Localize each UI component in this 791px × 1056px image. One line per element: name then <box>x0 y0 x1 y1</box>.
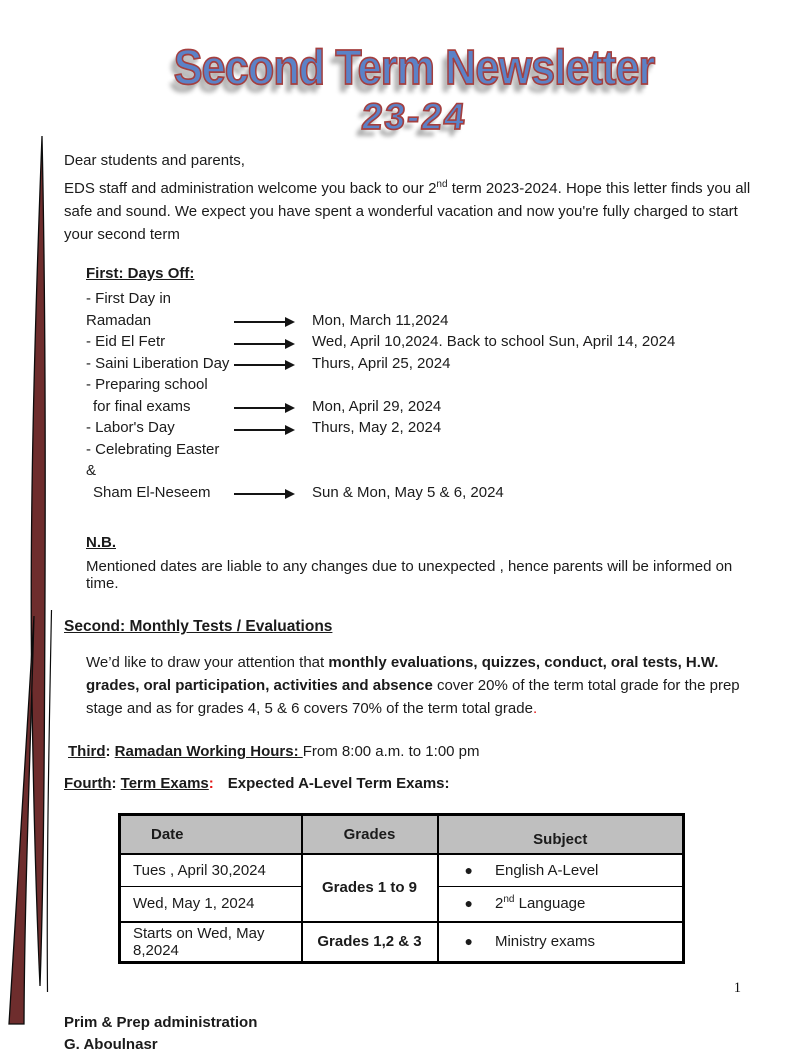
page-number: 1 <box>733 980 741 996</box>
item-date: Sun & Mon, May 5 & 6, 2024 <box>312 483 504 501</box>
document-content <box>64 0 764 1056</box>
nb-text: Mentioned dates are liable to any changes due to unexpected , hence parents will be informed on time. <box>86 558 733 592</box>
cell-date: Starts on Wed, May 8,2024 <box>120 922 302 963</box>
signature-line-1: Prim & Prep administration <box>64 1014 258 1031</box>
exams-table <box>118 813 685 964</box>
item-label: - Preparing school for final exams <box>86 376 208 415</box>
item-date: Mon, March 11,2024 <box>312 311 449 329</box>
days-off-list <box>86 288 764 503</box>
item-label: - Eid El Fetr <box>86 333 166 350</box>
item-label: - First Day in Ramadan <box>86 290 172 329</box>
item-date: Wed, April 10,2024. Back to school Sun, April 14, 2024 <box>312 333 676 350</box>
item-date: Mon, April 29, 2024 <box>312 397 442 415</box>
cell-subject: ● Ministry exams <box>438 922 684 963</box>
item-label: - Saini Liberation Day <box>86 354 230 372</box>
greeting-text: Dear students and parents, <box>64 152 245 169</box>
list-item-labors-day <box>86 417 764 439</box>
nb-note <box>86 534 764 592</box>
nb-heading: N.B. <box>86 534 116 551</box>
red-colon: : <box>208 775 214 792</box>
table-header-row <box>120 815 684 854</box>
signature-block <box>64 1012 764 1056</box>
ordinal-superscript: nd <box>436 179 448 190</box>
page-title: Second Term Newsletter <box>173 41 655 95</box>
cell-subject: ● 2nd Language <box>438 887 684 922</box>
item-label: - Labor's Day <box>86 419 175 436</box>
list-item-ramadan <box>86 288 764 331</box>
arrow-right-icon <box>234 429 286 431</box>
list-item-easter-sham-el-neseem <box>86 439 764 504</box>
column-header-date: Date <box>120 815 302 854</box>
cell-grades-merged: Grades 1 to 9 <box>302 854 438 922</box>
cell-date: Wed, May 1, 2024 <box>120 887 302 922</box>
monthly-tests-paragraph: We’d like to draw your attention that monthly evaluations, quizzes, conduct, oral tests, H.W. grades, oral participation, activities and absence cover 20% of the term total grade for the prep stage and as for grades 4, 5 & 6 covers 70% of the term total grade. <box>86 654 740 717</box>
list-item-saini-liberation-day <box>86 353 764 375</box>
arrow-right-icon <box>234 364 286 366</box>
arrow-right-icon <box>234 407 286 409</box>
table-row <box>120 922 684 963</box>
table-row <box>120 854 684 887</box>
item-label: - Celebrating Easter & Sham El-Neseem <box>86 440 220 501</box>
arrow-right-icon <box>234 493 286 495</box>
days-off-section <box>86 265 764 503</box>
days-off-heading: First: Days Off: <box>86 265 195 282</box>
signature-line-2: G. Aboulnasr <box>64 1036 158 1053</box>
item-date: Thurs, April 25, 2024 <box>312 354 451 372</box>
list-item-final-exams-prep <box>86 374 764 417</box>
cell-date: Tues , April 30,2024 <box>120 854 302 887</box>
cell-grades: Grades 1,2 & 3 <box>302 922 438 963</box>
brush-stroke-3 <box>47 610 51 992</box>
column-header-subject: Subject <box>438 815 684 854</box>
bullet-icon: ● <box>464 933 473 950</box>
arrow-right-icon <box>234 321 286 323</box>
brush-stroke-2 <box>9 616 34 1024</box>
intro-paragraph: EDS staff and administration welcome you back to our 2nd term 2023-2024. Hope this letter finds you all safe and sound. We expect you have spent a wonderful vacation and now you're fully charged to start your second term <box>64 179 751 243</box>
bullet-icon: ● <box>464 861 473 878</box>
red-period: . <box>532 700 538 717</box>
monthly-tests-heading: Second: Monthly Tests / Evaluations <box>64 618 333 635</box>
brush-stroke-1 <box>31 136 45 986</box>
item-date: Thurs, May 2, 2024 <box>312 419 442 436</box>
ordinal-superscript: nd <box>503 894 515 906</box>
term-exams-line: Fourth: Term Exams: Expected A-Level Term Exams: <box>64 775 450 792</box>
ramadan-hours-line: Third: Ramadan Working Hours: From 8:00 a.m. to 1:00 pm <box>68 743 480 760</box>
page-subtitle-year: 23-24 <box>359 96 469 137</box>
bullet-icon: ● <box>464 895 473 912</box>
left-brush-decoration <box>0 0 62 1024</box>
cell-subject: ● English A-Level <box>438 854 684 887</box>
list-item-eid-el-fetr <box>86 331 764 353</box>
arrow-right-icon <box>234 343 286 345</box>
column-header-grades: Grades <box>302 815 438 854</box>
